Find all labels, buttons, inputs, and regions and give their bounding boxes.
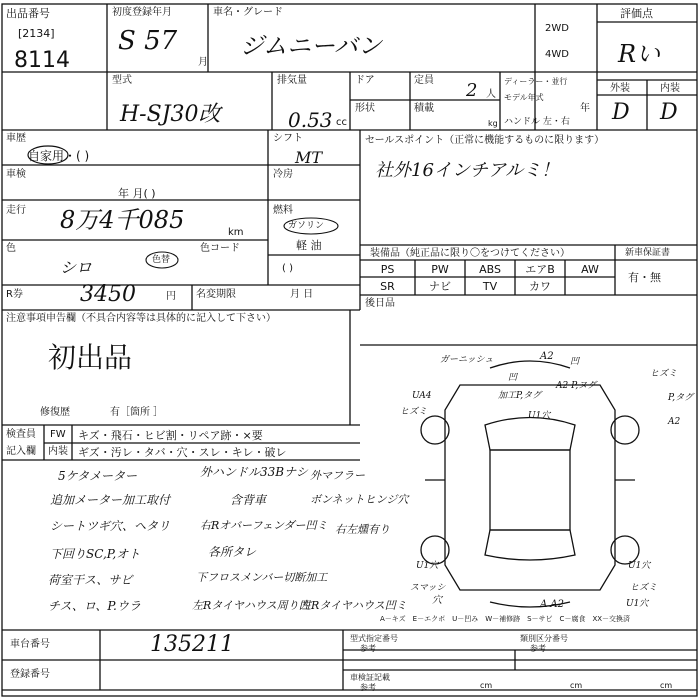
new-warranty-label: 新車保証書 [625,248,671,258]
inspection-value: 年 月( ) [118,187,156,200]
mileage-label: 走行 [6,205,26,216]
equip-abs: ABS [479,263,501,276]
mark-9: UA4 [412,391,432,401]
recycle-label: R券 [6,289,23,300]
color-change: 色替 [152,255,171,265]
fuel-paren: ( ) [282,263,293,274]
first-reg-value: S 57 [118,26,178,56]
model-value: H-SJ30改 [120,102,221,127]
reg-label: 登録番号 [10,669,50,680]
equipment-label: 装備品（純正品に限り〇をつけてください） [370,248,570,259]
capacity-label: 定員 [414,75,434,86]
recycle-value: 3450 [80,282,136,307]
roof-outline [490,450,570,530]
interior-label: 内装 [660,83,680,94]
car-damage-diagram [400,350,660,615]
equip-airbag: エアB [525,263,555,276]
history-value: 自家用・( ) [28,149,90,163]
hw-note-6: ボンネットヒンジ穴 [310,493,409,506]
mark-14: スマッシ [410,583,446,593]
cm-unit-3: cm [660,681,673,690]
color-change-circle [144,250,180,270]
cm-unit-2: cm [570,681,583,690]
fuel-circle-mark [282,216,340,236]
hw-note-7: シートツギ穴、ヘタリ [50,519,171,533]
equip-ps: PS [380,263,395,276]
hw-note-5: 含背車 [230,493,267,507]
hw-note-13: 下フロスメンバー切断加工 [196,571,328,584]
fuel-light: 軽 油 [296,239,322,252]
color-label: 色 [6,243,16,254]
load-label: 積載 [414,103,434,114]
mark-1: ガーニッシュ [440,355,494,365]
cc-unit: cc [336,117,347,128]
mark-10: ヒズミ [400,407,428,417]
capacity-unit: 人 [486,89,496,100]
fw-label: FW [50,429,66,440]
first-reg-label: 初度登録年月 [112,7,172,18]
capacity-value: 2 [466,80,478,101]
mark-5: 凹 [508,373,518,383]
mark-11: P,タグ [668,393,694,403]
km-unit: km [228,227,244,238]
cm-unit-1: cm [480,681,493,690]
model-name-value: ジムニーバン [240,32,382,60]
hw-note-3: 外マフラー [310,469,365,482]
type-designation-reference: 参考 [360,644,376,653]
mark-4: ヒズミ [650,369,678,379]
selling-points-label: セールスポイント（正常に機能するものに限ります） [365,135,605,146]
hw-note-9: 右左燻有り [335,523,390,536]
color-code-label: 色コード [200,243,240,254]
fuel-label: 燃料 [273,205,293,216]
mark-2: A2 [540,351,554,362]
displacement-label: 排気量 [277,75,307,86]
selling-points-value: 社外16インチアルミ！ [375,160,560,181]
fw-items: キズ・飛石・ヒビ割・リペア跡・×要 [78,429,263,442]
mark-19: A A2 [540,599,564,610]
color-value: シロ [60,258,93,277]
mark-8: U1穴 [528,411,551,421]
mark-15: 穴 [432,595,442,606]
doors-label: ドア [355,75,375,86]
notes-label: 注意事項申告欄（不具合内容等は具体的に記入して下さい） [6,313,276,324]
lot-number: 8114 [14,48,70,73]
deadline-value: 月 日 [290,289,314,300]
shift-value: MT [295,148,323,167]
repair-label: 修復歴 [40,407,70,418]
yen-unit: 円 [166,291,176,302]
equip-leather: カワ [529,280,551,293]
hw-note-15: 左Rタイヤハウス周り凹 [192,599,310,612]
deadline-label: 名変期限 [196,289,236,300]
month-unit: 月 [198,57,208,68]
hw-note-8: 右Rオバーフェンダー凹ミ [200,519,328,532]
drive-4wd: 4WD [545,49,569,60]
mark-3: 凹 [570,357,580,367]
history-label: 車歴 [6,133,26,144]
inspection-label: 車検 [6,169,26,180]
rear-window-outline [485,530,575,560]
mark-12: A2 [668,417,681,427]
chassis-label: 車台番号 [10,639,50,650]
mark-17: ヒズミ [630,583,658,593]
interior-grade: D [660,100,678,125]
hw-note-11: 各所タレ [208,545,257,559]
chassis-value: 135211 [150,632,234,657]
mark-16: U1穴 [628,561,651,571]
lot-code: [2134] [18,27,55,40]
shape-label: 形状 [355,103,375,114]
kg-unit: kg [488,119,498,128]
reg-dims-label: 車検証記載 [350,673,390,682]
displacement-value: 0.53 [288,108,333,132]
interior-items: ギズ・汚レ・タバ・穴・スレ・キレ・破レ [78,446,287,459]
year-unit: 年 [580,103,590,114]
equip-aw: AW [581,263,599,276]
drive-2wd: 2WD [545,23,569,34]
mark-13: U1穴 [416,561,439,571]
back-date-label: 後日品 [365,298,395,309]
mileage-value: 8万4千085 [60,206,185,234]
windshield-outline [485,418,575,451]
shift-label: シフト [273,133,303,144]
score-value: R​い [618,40,661,68]
equip-pw: PW [431,263,449,276]
hw-note-16: 左Rタイヤハウス凹ミ [300,599,407,612]
handle-label: ハンドル 左・右 [504,117,570,127]
model-label: 型式 [112,75,132,86]
class-reference: 参考 [530,644,546,653]
hw-note-14: チス、ロ、P.ウラ [48,599,141,613]
damage-legend: A－キズ E－エクボ U－凹み W－補修跡 S－サビ C－腐食 XX－交換済 [380,615,631,623]
repair-value: 有［箇所 ］ [110,407,164,418]
exterior-label: 外装 [610,83,630,94]
mark-7: A2 P,ヌグ [556,381,597,391]
hw-note-4: 追加メーター加工取付 [50,493,171,507]
hw-note-10: 下回りSC,P,オト [50,547,141,561]
equip-navi: ナビ [429,280,451,293]
model-name-label: 車名・グレード [213,7,283,18]
fuel-gas: ガソリン [288,221,325,231]
notes-value: 初出品 [48,341,133,374]
hw-note-2: 外ハンドル33Bナシ [200,465,308,479]
model-year-label: モデル年式 [504,93,544,102]
mark-6: 加工P,タグ [498,391,542,401]
history-circle-mark [26,144,70,166]
mark-18: U1穴 [626,599,649,609]
score-label: 評価点 [620,7,653,20]
type-designation-label: 型式指定番号 [350,634,398,643]
hw-note-12: 荷室干ス、サビ [48,573,133,587]
lot-label: 出品番号 [6,7,50,20]
equip-tv: TV [482,280,498,293]
cooler-label: 冷房 [273,169,293,180]
hw-note-1: 5ケタメーター [58,469,138,483]
new-warranty-value: 有・無 [628,271,661,284]
front-bumper-outline [490,361,570,368]
inspector-label-1: 検査員 [6,429,36,440]
interior-items-label: 内装 [48,446,68,457]
dealer-label: ディーラー・並行 [504,77,568,86]
inspector-label-2: 記入欄 [6,446,36,457]
equip-sr: SR [380,280,395,293]
reg-dims-reference: 参考 [360,683,376,692]
exterior-grade: D [612,100,630,125]
class-label: 類別区分番号 [520,634,568,643]
